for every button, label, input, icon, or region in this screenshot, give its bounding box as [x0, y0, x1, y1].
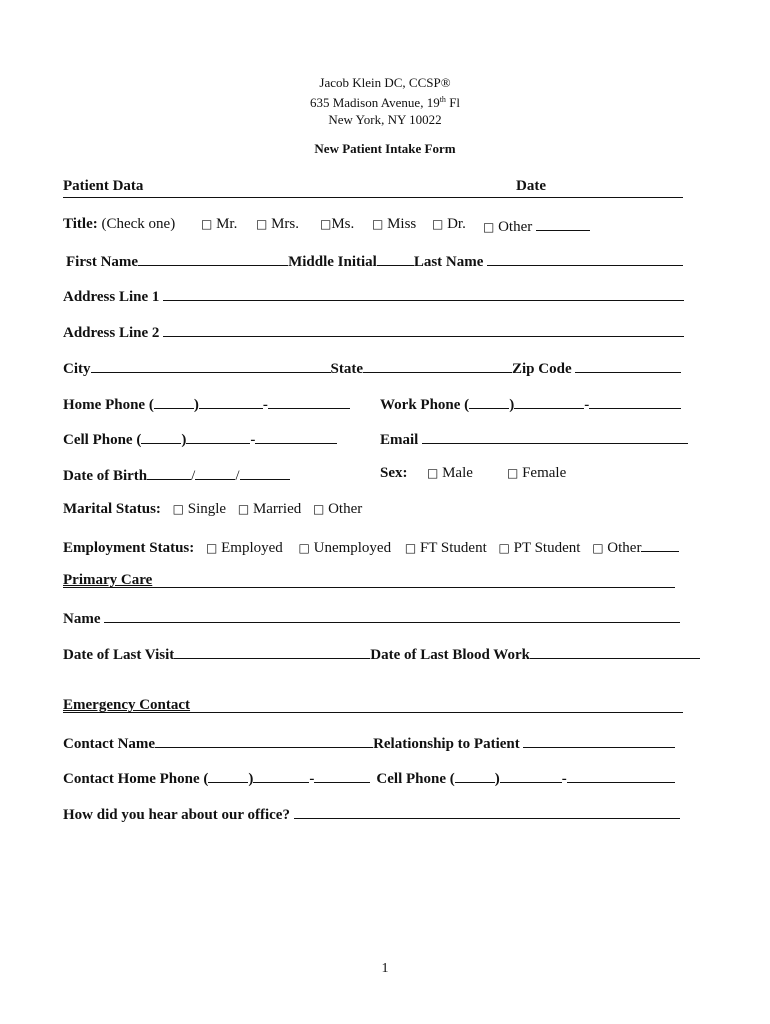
- employment-option-unemployed[interactable]: □ Unemployed: [298, 540, 392, 556]
- address-line1-label: Address Line 1: [63, 289, 160, 305]
- city-field[interactable]: [91, 358, 331, 373]
- work-phone-line-field[interactable]: [589, 394, 681, 409]
- email-label: Email: [380, 432, 419, 448]
- address-line2-field[interactable]: [163, 322, 684, 337]
- name-row: [66, 251, 683, 271]
- checkbox-icon[interactable]: □: [592, 541, 604, 555]
- checkbox-icon[interactable]: □: [498, 541, 510, 555]
- first-name-field[interactable]: [138, 251, 288, 266]
- cell-phone-row: Cell Phone ( ) -: [63, 429, 337, 449]
- checkbox-icon[interactable]: □: [320, 217, 332, 231]
- blood-work-label: Date of Last Blood Work: [370, 647, 530, 663]
- title-other-field[interactable]: [536, 216, 590, 231]
- address-line1-field[interactable]: [163, 286, 684, 301]
- sex-option-male[interactable]: □ Male: [427, 465, 473, 481]
- visit-row: [63, 644, 700, 664]
- zip-label: Zip Code: [512, 361, 572, 377]
- patient-data-line[interactable]: [63, 197, 683, 198]
- marital-option-other[interactable]: □ Other: [313, 501, 363, 517]
- checkbox-icon[interactable]: □: [256, 217, 268, 231]
- last-name-field[interactable]: [487, 251, 683, 266]
- home-phone-label: Home Phone (: [63, 397, 154, 413]
- work-phone-label: Work Phone (: [380, 397, 470, 413]
- work-phone-area-field[interactable]: [469, 394, 509, 409]
- page-number: 1: [381, 961, 389, 976]
- dob-month-field[interactable]: [147, 465, 191, 480]
- checkbox-icon[interactable]: □: [507, 466, 519, 480]
- checkbox-icon[interactable]: □: [298, 541, 310, 555]
- checkbox-icon[interactable]: □: [372, 217, 384, 231]
- employment-option-employed[interactable]: □ Employed: [206, 540, 283, 556]
- emergency-contact-line[interactable]: [63, 712, 683, 713]
- marital-label: Marital Status:: [63, 501, 161, 517]
- last-name-label: Last Name: [413, 254, 484, 270]
- cell-phone-label: Cell Phone (: [63, 432, 142, 448]
- employment-other-field[interactable]: [641, 537, 679, 552]
- sex-label: Sex:: [380, 465, 408, 481]
- contact-phone-row: Contact Home Phone ( ) - Cell Phone ( ) -: [63, 768, 675, 788]
- address-line2-label: Address Line 2: [63, 325, 160, 341]
- checkbox-icon[interactable]: □: [201, 217, 213, 231]
- patient-data-row: [63, 178, 143, 195]
- city-label: City: [63, 361, 91, 377]
- patient-data-label: Patient Data: [63, 178, 144, 194]
- checkbox-icon[interactable]: □: [427, 466, 439, 480]
- date-label: Date: [516, 178, 546, 194]
- title-option-miss[interactable]: □ Miss: [372, 216, 417, 232]
- title-label: Title:: [63, 216, 98, 232]
- pcp-name-label: Name: [63, 611, 101, 627]
- blood-work-field[interactable]: [530, 644, 700, 659]
- checkbox-icon[interactable]: □: [206, 541, 218, 555]
- home-phone-prefix-field[interactable]: [199, 394, 263, 409]
- checkbox-icon[interactable]: □: [432, 217, 444, 231]
- title-option-mr[interactable]: □ Mr.: [201, 216, 238, 232]
- pcp-name-field[interactable]: [104, 608, 680, 623]
- title-option-dr[interactable]: □ Dr.: [432, 216, 466, 232]
- contact-home-area-field[interactable]: [208, 768, 248, 783]
- relationship-field[interactable]: [523, 733, 675, 748]
- dob-year-field[interactable]: [240, 465, 290, 480]
- contact-cell-prefix-field[interactable]: [500, 768, 562, 783]
- employment-option-ft-student[interactable]: □ FT Student: [404, 540, 487, 556]
- cell-phone-prefix-field[interactable]: [186, 429, 250, 444]
- relationship-label: Relationship to Patient: [373, 736, 520, 752]
- employment-label: Employment Status:: [63, 540, 195, 556]
- work-phone-prefix-field[interactable]: [514, 394, 584, 409]
- cell-phone-area-field[interactable]: [141, 429, 181, 444]
- checkbox-icon[interactable]: □: [313, 502, 325, 516]
- middle-initial-label: Middle Initial: [288, 254, 377, 270]
- sex-option-female[interactable]: □ Female: [507, 465, 567, 481]
- employment-option-pt-student[interactable]: □ PT Student: [498, 540, 581, 556]
- contact-name-row: [63, 733, 675, 753]
- contact-name-label: Contact Name: [63, 736, 156, 752]
- work-phone-row: Work Phone ( ) -: [380, 394, 681, 414]
- first-name-label: First Name: [66, 254, 139, 270]
- practice-city: New York, NY 10022: [328, 112, 442, 127]
- contact-name-field[interactable]: [155, 733, 373, 748]
- last-visit-label: Date of Last Visit: [63, 647, 175, 663]
- marital-option-single[interactable]: □ Single: [172, 501, 227, 517]
- home-phone-area-field[interactable]: [154, 394, 194, 409]
- pcp-name-row: [63, 608, 680, 628]
- employment-option-other[interactable]: □ Other: [592, 540, 679, 556]
- title-hint: (Check one): [101, 216, 176, 232]
- marital-row: [63, 501, 362, 518]
- sex-row: [380, 465, 408, 482]
- practice-name: Jacob Klein DC, CCSP®: [319, 75, 451, 90]
- email-row: [380, 429, 688, 449]
- home-phone-row: Home Phone ( ) -: [63, 394, 350, 414]
- contact-cell-phone-label: Cell Phone (: [376, 771, 455, 787]
- checkbox-icon[interactable]: □: [172, 502, 184, 516]
- checkbox-icon[interactable]: □: [483, 220, 495, 234]
- contact-home-line-field[interactable]: [314, 768, 370, 783]
- state-label: State: [330, 361, 363, 377]
- contact-home-phone-label: Contact Home Phone (: [63, 771, 209, 787]
- title-row: [63, 216, 175, 233]
- referral-field[interactable]: [294, 804, 680, 819]
- state-field[interactable]: [363, 358, 512, 373]
- emergency-contact-label: Emergency Contact: [63, 697, 191, 713]
- title-option-mrs[interactable]: □ Mrs.: [256, 216, 300, 232]
- dob-row: Date of Birth / /: [63, 465, 290, 485]
- contact-cell-area-field[interactable]: [455, 768, 495, 783]
- email-field[interactable]: [422, 429, 688, 444]
- address-line2-row: [63, 322, 684, 342]
- dob-day-field[interactable]: [195, 465, 235, 480]
- title-option-other[interactable]: □ Other: [483, 216, 590, 236]
- primary-care-line[interactable]: [63, 587, 675, 588]
- form-title: New Patient Intake Form: [314, 141, 456, 156]
- cell-phone-line-field[interactable]: [255, 429, 337, 444]
- employment-row: [63, 537, 679, 557]
- city-row: [63, 358, 681, 378]
- referral-row: [63, 804, 680, 824]
- last-visit-field[interactable]: [174, 644, 370, 659]
- referral-label: How did you hear about our office?: [63, 807, 290, 823]
- middle-initial-field[interactable]: [377, 251, 414, 266]
- title-option-ms[interactable]: □Ms.: [320, 216, 355, 232]
- practice-header: [0, 74, 770, 128]
- address-line1-row: [63, 286, 684, 306]
- practice-address: 635 Madison Avenue, 19th Fl: [309, 95, 461, 110]
- dob-label: Date of Birth: [63, 468, 148, 484]
- home-phone-line-field[interactable]: [268, 394, 350, 409]
- zip-field[interactable]: [575, 358, 681, 373]
- marital-option-married[interactable]: □ Married: [237, 501, 302, 517]
- checkbox-icon[interactable]: □: [404, 541, 417, 555]
- primary-care-label: Primary Care: [63, 572, 153, 588]
- checkbox-icon[interactable]: □: [237, 502, 250, 516]
- contact-home-prefix-field[interactable]: [253, 768, 309, 783]
- contact-cell-line-field[interactable]: [567, 768, 675, 783]
